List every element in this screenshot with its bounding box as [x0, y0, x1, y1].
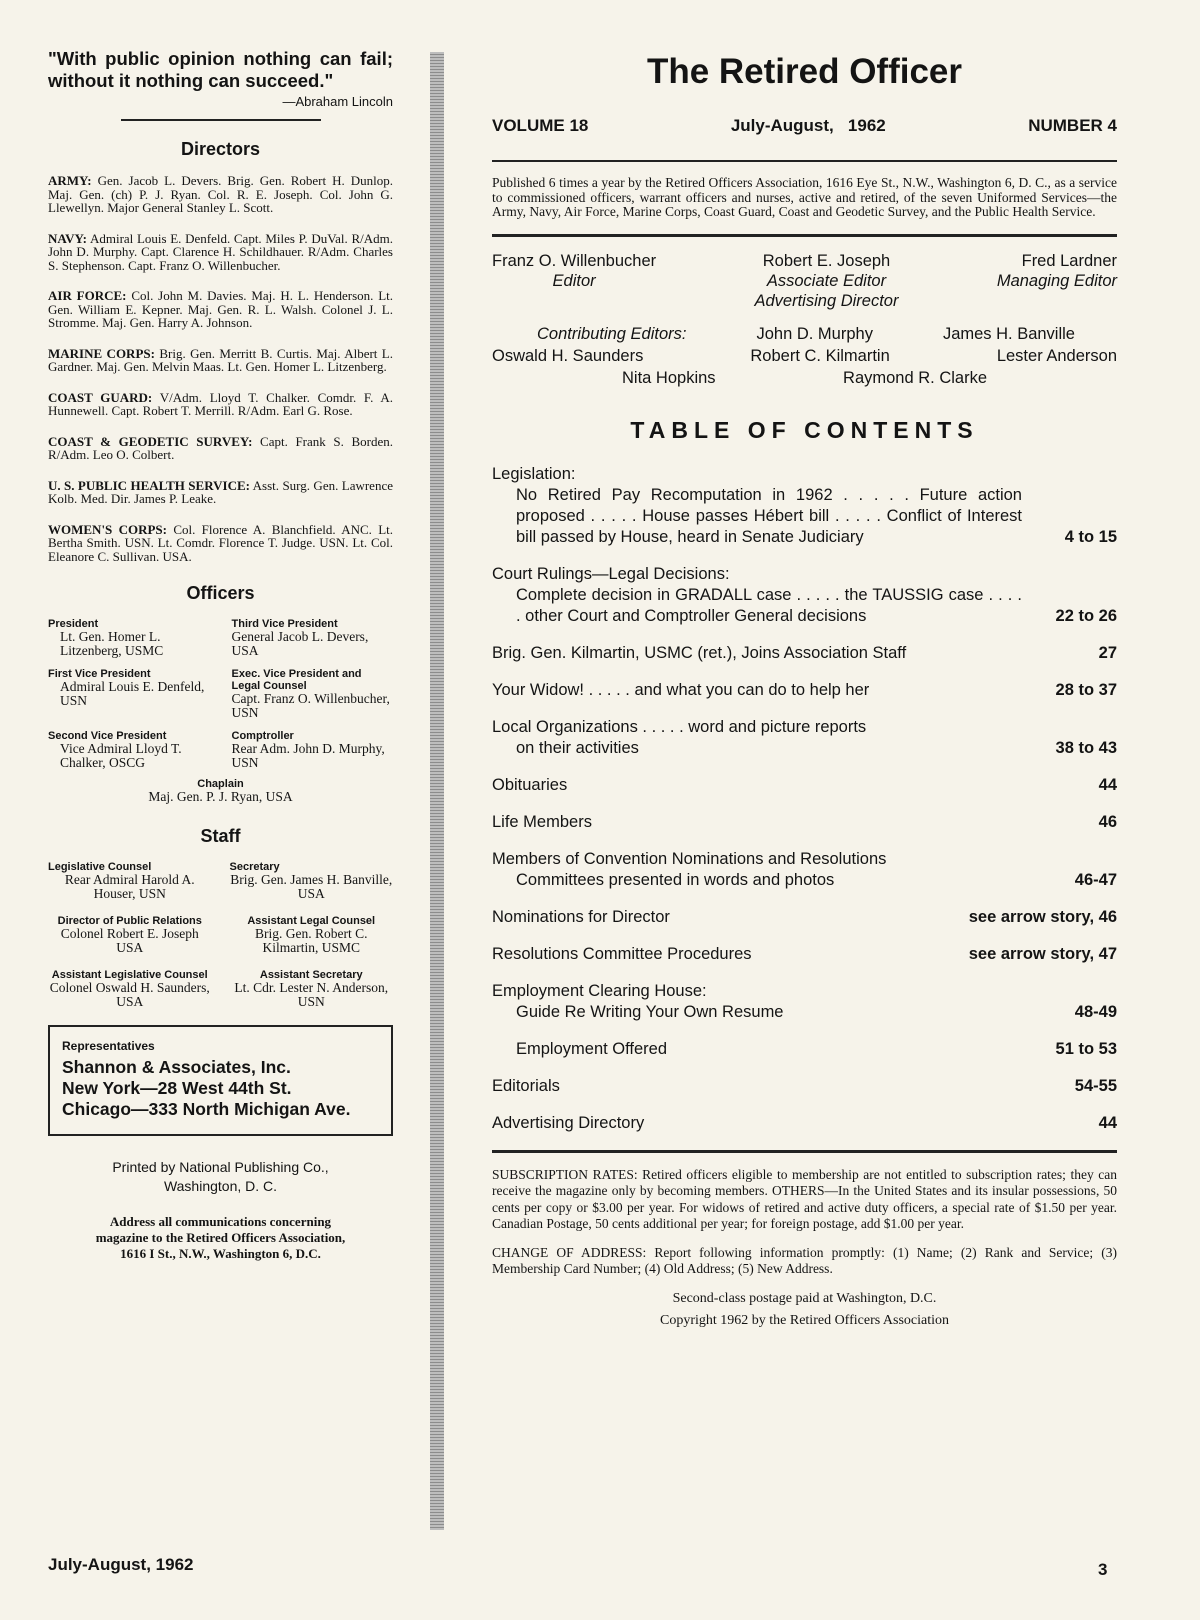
contributing-label: Contributing Editors: — [537, 324, 687, 343]
toc-heading: Members of Convention Nominations and Resolutions — [492, 849, 887, 868]
director-entry-womens-corps — [48, 523, 393, 564]
director-names: Asst. Surg. Gen. Lawrence Kolb. Med. Dir. James P. Leake. — [48, 477, 393, 506]
editor-entry — [755, 251, 899, 311]
toc-heading: Brig. Gen. Kilmartin, USMC (ret.), Joins Association Staff — [492, 643, 907, 662]
issue-number: NUMBER 4 — [1028, 116, 1117, 135]
toc-entry[interactable] — [492, 849, 1117, 891]
copyright-note: Copyright 1962 by the Retired Officers Association — [659, 1312, 950, 1328]
publication-note: Published 6 times a year by the Retired Officers Association, 1616 Eye St., N.W., Washington 6, D. C., as a service to commissioned officers, warrant officers and nurses, active and retired, of the seven Uniformed Services—the Army, Navy, Air Force, Marine Corps, Coast Guard, Coast and Geodetic Survey, and the Public Health Service. — [492, 175, 1117, 219]
officer-name: Admiral Louis E. Denfeld, USN — [60, 679, 205, 708]
service-label: U. S. PUBLIC HEALTH SERVICE: — [48, 477, 250, 493]
editor-title: Managing Editor — [996, 271, 1117, 290]
contributor-name: James H. Banville — [942, 324, 1075, 343]
change-of-address: CHANGE OF ADDRESS: Report following information promptly: (1) Name; (2) Rank and Service; (3) Membership Card Number; (4) Old Address; (5) New Address. — [492, 1244, 1117, 1276]
officer-chaplain — [48, 778, 393, 804]
editor-name: Fred Lardner — [1021, 251, 1117, 270]
editor-title: Advertising Director — [754, 291, 899, 310]
lincoln-quote: "With public opinion nothing can fail; without it nothing can succeed." — [48, 48, 393, 91]
toc-heading: Obituaries — [492, 775, 568, 794]
toc-pages: 28 to 37 — [1055, 680, 1117, 699]
rep-company: Shannon & Associates, Inc. — [62, 1057, 291, 1077]
subscription-rates: SUBSCRIPTION RATES: Retired officers eligible to membership are not entitled to subscription rates; they can receive the magazine only by becoming members. OTHERS—In the United States and its insular possessions, 50 cents per copy or $3.00 per year. For widows of retired and active duty officers, a special rate of $1.50 per year. Canadian Postage, 50 cents additional per year; for foreign postage, add $1.00 per year. — [492, 1166, 1117, 1231]
toc-entry[interactable] — [492, 564, 1117, 627]
officer-president — [48, 618, 210, 658]
contributor-name: Lester Anderson — [996, 346, 1117, 365]
editor-name: Franz O. Willenbucher — [492, 251, 657, 270]
editor-title: Associate Editor — [766, 271, 887, 290]
address-line: magazine to the Retired Officers Association, — [95, 1230, 346, 1245]
director-names: V/Adm. Lloyd T. Chalker. Comdr. F. A. Hunnewell. Capt. Robert T. Merrill. R/Adm. Earl G. Rose. — [48, 389, 393, 418]
toc-pages: see arrow story, 46 — [968, 907, 1117, 926]
service-label: ARMY: — [48, 173, 92, 188]
officer-third-vp — [232, 618, 394, 658]
toc-entry[interactable] — [492, 981, 1117, 1023]
toc-heading: Employment Offered — [516, 1039, 668, 1058]
editors-row — [492, 251, 1117, 311]
director-names: Col. John M. Davies. Maj. H. L. Henderson. Lt. Gen. William E. Kepner. Maj. Gen. R. L. Walsh. Colonel J. L. Stromme. Maj. Gen. Harry A. Johnson. — [48, 288, 394, 330]
director-names: Brig. Gen. Merritt B. Curtis. Maj. Albert L. Gardner. Maj. Gen. Melvin Maas. Lt. Gen. Homer L. Litzenberg. — [48, 345, 393, 374]
staff-name: Colonel Robert E. Joseph USA — [60, 926, 199, 955]
director-entry-marine-corps — [48, 347, 393, 374]
staff-legislative-counsel — [48, 861, 212, 901]
toc-pages: 44 — [1098, 1113, 1117, 1132]
service-label: WOMEN'S CORPS: — [48, 521, 167, 537]
issue-date: July-August, 1962 — [730, 116, 886, 135]
contributor-name: John D. Murphy — [756, 324, 873, 343]
page-number: 3 — [1098, 1560, 1108, 1579]
toc-heading: Nominations for Director — [492, 907, 670, 926]
printer-note — [48, 1158, 393, 1196]
staff-asst-legislative-counsel — [48, 969, 212, 1009]
service-label: COAST GUARD: — [48, 389, 153, 405]
director-entry-army — [48, 174, 393, 215]
editor-title: Editor — [552, 271, 596, 290]
toc-heading: Editorials — [492, 1076, 560, 1095]
service-label: COAST & GEODETIC SURVEY: — [48, 433, 253, 449]
toc-pages: 46 — [1098, 812, 1117, 831]
address-line: 1616 I St., N.W., Washington 6, D.C. — [120, 1246, 321, 1261]
toc-heading: Resolutions Committee Procedures — [492, 944, 752, 963]
director-names: Gen. Jacob L. Devers. Brig. Gen. Robert H. Dunlop. Maj. Gen. (ch) P. J. Ryan. Col. R. E. Joseph. Col. John G. Llewellyn. Major General Stanley L. Scott. — [48, 173, 393, 215]
toc-heading: Life Members — [492, 812, 592, 831]
officer-name: Capt. Franz O. Willenbucher, USN — [231, 691, 390, 720]
staff-asst-legal-counsel — [230, 915, 394, 955]
toc-pages: 4 to 15 — [1064, 527, 1117, 546]
staff-role: Legislative Counsel — [48, 861, 152, 873]
staff-name: Brig. Gen. James H. Banville, USA — [230, 872, 393, 901]
toc-description: No Retired Pay Recomputation in 1962 . . . . . Future action proposed . . . . . House passes Hébert bill . . . . . Conflict of Interest bill passed by House, heard in Senate Judiciary — [516, 485, 1022, 546]
toc-entry[interactable] — [492, 1076, 1117, 1097]
toc-heading: Local Organizations . . . . . word and picture reports — [492, 717, 867, 736]
representatives-title: Representatives — [62, 1039, 155, 1053]
contributor-name: Oswald H. Saunders — [492, 346, 644, 365]
toc-pages: 44 — [1098, 775, 1117, 794]
toc-entry[interactable] — [492, 907, 1117, 928]
toc-entry[interactable] — [492, 775, 1117, 796]
officers-grid — [48, 618, 393, 770]
contents-column — [492, 48, 1117, 1332]
service-label: MARINE CORPS: — [48, 345, 155, 361]
contributor-name: Robert C. Kilmartin — [750, 346, 890, 365]
officer-exec-vp — [232, 668, 394, 720]
staff-name: Brig. Gen. Robert C. Kilmartin, USMC — [255, 926, 368, 955]
footer-date: July-August, 1962 — [48, 1555, 194, 1574]
toc-entry[interactable] — [492, 944, 1117, 965]
postage-note: Second-class postage paid at Washington, D.C. — [672, 1290, 937, 1306]
officer-name: Maj. Gen. P. J. Ryan, USA — [148, 789, 293, 804]
officer-comptroller — [232, 730, 394, 770]
staff-role: Director of Public Relations — [57, 915, 202, 927]
staff-role: Assistant Legal Counsel — [247, 915, 376, 927]
toc-pages: 27 — [1098, 643, 1117, 662]
officer-role: President — [48, 618, 99, 630]
toc-heading: Employment Clearing House: — [492, 981, 707, 1000]
toc-description: Guide Re Writing Your Own Resume — [516, 1002, 784, 1021]
toc-pages: 48-49 — [1074, 1002, 1117, 1021]
divider — [492, 234, 1117, 237]
toc-pages: 51 to 53 — [1055, 1039, 1117, 1058]
officer-first-vp — [48, 668, 210, 720]
address-note — [48, 1214, 393, 1262]
staff-role: Assistant Legislative Counsel — [51, 969, 208, 981]
toc-pages: 46-47 — [1074, 870, 1117, 889]
address-line: Address all communications concerning — [109, 1214, 332, 1229]
service-label: AIR FORCE: — [48, 288, 127, 303]
staff-heading: Staff — [200, 826, 241, 846]
staff-grid — [48, 861, 393, 1009]
officer-role: Exec. Vice President and Legal Counsel — [231, 668, 362, 692]
director-entry-coast-geodetic — [48, 435, 393, 462]
contributing-editors — [492, 323, 1117, 389]
editor-entry — [492, 251, 656, 311]
toc-entry[interactable] — [492, 680, 1117, 701]
directors-heading: Directors — [180, 139, 261, 159]
officer-role: Second Vice President — [48, 730, 167, 742]
toc-entry[interactable] — [492, 717, 1117, 759]
printer-line: Printed by National Publishing Co., — [112, 1159, 329, 1175]
divider — [492, 160, 1117, 162]
divider — [121, 119, 321, 121]
printer-line: Washington, D. C. — [163, 1178, 278, 1194]
directors-list — [48, 174, 393, 563]
editor-entry — [997, 251, 1117, 311]
director-entry-public-health — [48, 479, 393, 506]
toc-pages: see arrow story, 47 — [968, 944, 1117, 963]
staff-role: Assistant Secretary — [259, 969, 363, 981]
rep-new-york: New York—28 West 44th St. — [62, 1078, 292, 1098]
staff-role: Secretary — [229, 861, 280, 873]
toc-pages: 38 to 43 — [1055, 738, 1117, 757]
divider — [492, 1150, 1117, 1153]
rep-chicago: Chicago—333 North Michigan Ave. — [62, 1099, 351, 1119]
toc-title: TABLE OF CONTENTS — [630, 416, 979, 443]
officers-heading: Officers — [186, 583, 255, 603]
officer-role: First Vice President — [48, 668, 151, 680]
quote-author: —Abraham Lincoln — [282, 94, 393, 109]
officer-name: Vice Admiral Lloyd T. Chalker, OSCG — [60, 741, 182, 770]
magazine-title: The Retired Officer — [646, 52, 963, 91]
representatives-box — [48, 1025, 393, 1136]
toc-entry[interactable] — [492, 1113, 1117, 1134]
staff-public-relations — [48, 915, 212, 955]
toc-entry[interactable] — [492, 643, 1117, 664]
officer-name: Rear Adm. John D. Murphy, USN — [231, 741, 385, 770]
issue-info — [492, 116, 1117, 136]
toc-heading: Advertising Directory — [492, 1113, 645, 1132]
toc-description: Committees presented in words and photos — [516, 870, 835, 889]
officer-role: Comptroller — [231, 730, 294, 742]
officer-role: Third Vice President — [231, 618, 338, 630]
toc-heading: Your Widow! . . . . . and what you can do to help her — [492, 680, 870, 699]
director-entry-coast-guard — [48, 391, 393, 418]
toc-heading: Legislation: — [492, 464, 576, 483]
column-divider-strip — [430, 52, 444, 1530]
officer-name: General Jacob L. Devers, USA — [231, 629, 369, 658]
toc-entry[interactable] — [492, 1039, 1117, 1060]
editor-name: Robert E. Joseph — [762, 251, 891, 270]
staff-name: Lt. Cdr. Lester N. Anderson, USN — [234, 980, 389, 1009]
volume-label: VOLUME 18 — [492, 116, 589, 135]
director-names: Admiral Louis E. Denfeld. Capt. Miles P. DuVal. R/Adm. John D. Murphy. Capt. Clarence H. Schildhauer. R/Adm. Charles S. Stephenson. Capt. Franz O. Willenbucher. — [48, 230, 393, 273]
director-names: Capt. Frank S. Borden. R/Adm. Leo O. Colbert. — [48, 433, 393, 462]
toc-pages: 54-55 — [1074, 1076, 1117, 1095]
staff-name: Rear Admiral Harold A. Houser, USN — [64, 872, 195, 901]
toc-description: Complete decision in GRADALL case . . . . . the TAUSSIG case . . . . . other Court and Comptroller General decisions — [516, 585, 1022, 625]
toc-entry[interactable] — [492, 812, 1117, 833]
officer-name: Lt. Gen. Homer L. Litzenberg, USMC — [60, 629, 164, 658]
director-names: Col. Florence A. Blanchfield. ANC. Lt. Bertha Smith. USN. Lt. Comdr. Florence T. Judge. USN. Lt. Col. Eleanore C. Sullivan. USA. — [48, 521, 394, 564]
toc-entry[interactable] — [492, 464, 1117, 548]
director-entry-air-force — [48, 289, 393, 330]
masthead-column — [48, 48, 393, 1262]
toc-description: on their activities — [516, 738, 639, 757]
officer-second-vp — [48, 730, 210, 770]
toc-pages: 22 to 26 — [1055, 606, 1117, 625]
service-label: NAVY: — [48, 230, 88, 246]
director-entry-navy — [48, 232, 393, 273]
table-of-contents — [492, 464, 1117, 1134]
staff-name: Colonel Oswald H. Saunders, USA — [49, 980, 210, 1009]
officer-role: Chaplain — [197, 778, 244, 790]
toc-heading: Court Rulings—Legal Decisions: — [492, 564, 730, 583]
staff-secretary — [230, 861, 394, 901]
contributor-name: Raymond R. Clarke — [843, 368, 987, 387]
staff-asst-secretary — [230, 969, 394, 1009]
contributor-name: Nita Hopkins — [622, 368, 716, 387]
